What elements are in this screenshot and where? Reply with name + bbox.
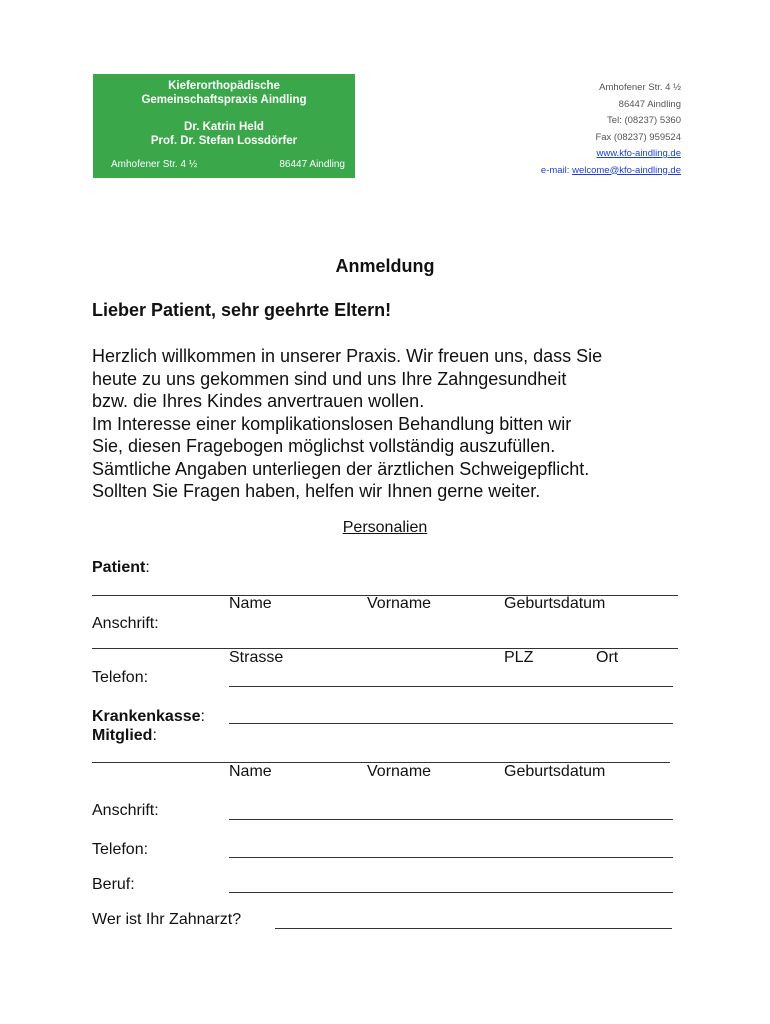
- zahnarzt-line[interactable]: [275, 928, 672, 929]
- geburtsdatum-caption: Geburtsdatum: [504, 595, 606, 612]
- mitglied-label: Mitglied: [92, 727, 153, 744]
- intro-line: Herzlich willkommen in unserer Praxis. Wir freuen uns, dass Sie: [92, 346, 603, 366]
- contact-tel: Tel: (08237) 5360: [607, 115, 681, 126]
- patient-address-line[interactable]: [92, 648, 678, 649]
- practice-logo-box: [93, 74, 355, 178]
- plz-caption: PLZ: [504, 649, 534, 666]
- letterhead-line-4: Prof. Dr. Stefan Lossdörfer: [150, 135, 298, 147]
- intro-line: heute zu uns gekommen sind und uns Ihre Zahngesundheit: [92, 368, 567, 389]
- email-link[interactable]: welcome@kfo-aindling.de: [572, 164, 681, 176]
- colon: :: [145, 559, 150, 576]
- krankenkasse-label: Krankenkasse: [92, 708, 201, 725]
- colon: :: [152, 727, 157, 744]
- geburtsdatum-caption: Geburtsdatum: [504, 763, 606, 780]
- krankenkasse-label-row: [92, 708, 205, 726]
- greeting: Lieber Patient, sehr geehrte Eltern!: [92, 300, 392, 320]
- telefon-label: Telefon:: [92, 669, 149, 686]
- intro-line: Sie, diesen Fragebogen möglichst vollständig auszufüllen.: [92, 436, 556, 456]
- mitglied-label-row: [92, 727, 157, 745]
- vorname-caption: Vorname: [367, 595, 432, 612]
- contact-block: [541, 80, 681, 179]
- mitglied-telefon-line[interactable]: [229, 857, 673, 858]
- section-heading: Personalien: [342, 519, 428, 536]
- patient-label: Patient: [92, 559, 146, 576]
- name-caption: Name: [229, 763, 272, 780]
- patient-telefon-line[interactable]: [229, 686, 673, 687]
- mitglied-address-line[interactable]: [229, 819, 673, 820]
- intro-line: Im Interesse einer komplikationslosen Behandlung bitten wir: [92, 413, 572, 434]
- page-title: Anmeldung: [335, 256, 435, 276]
- letterhead-line-3: Dr. Katrin Held: [184, 121, 264, 133]
- letterhead-city: 86447 Aindling: [279, 159, 345, 170]
- name-caption: Name: [229, 595, 272, 612]
- ort-caption: Ort: [596, 649, 619, 666]
- letterhead-line-1: Kieferorthopädische: [168, 80, 280, 92]
- colon: :: [200, 708, 205, 725]
- website-link[interactable]: www.kfo-aindling.de: [596, 148, 681, 159]
- intro-line: bzw. die Ihres Kindes anvertrauen wollen.: [92, 391, 425, 411]
- anschrift-label: Anschrift:: [92, 802, 159, 819]
- zahnarzt-label: Wer ist Ihr Zahnarzt?: [92, 911, 242, 928]
- beruf-line[interactable]: [229, 892, 673, 893]
- letterhead-line-2: Gemeinschaftspraxis Aindling: [141, 94, 307, 106]
- letterhead-street: Amhofener Str. 4 ½: [111, 159, 198, 170]
- intro-line: Sämtliche Angaben unterliegen der ärztlichen Schweigepflicht.: [92, 458, 590, 479]
- contact-street: Amhofener Str. 4 ½: [599, 82, 681, 93]
- email-prefix: e-mail:: [540, 164, 573, 176]
- telefon-label: Telefon:: [92, 841, 149, 858]
- patient-label-row: [92, 559, 150, 577]
- intro-line: Sollten Sie Fragen haben, helfen wir Ihnen gerne weiter.: [92, 481, 541, 501]
- krankenkasse-line[interactable]: [229, 723, 673, 724]
- anschrift-label: Anschrift:: [92, 615, 159, 632]
- intro-paragraph: [92, 345, 712, 503]
- vorname-caption: Vorname: [367, 763, 432, 780]
- contact-fax: Fax (08237) 959524: [595, 131, 681, 143]
- contact-city: 86447 Aindling: [618, 98, 681, 110]
- strasse-caption: Strasse: [229, 649, 284, 666]
- beruf-label: Beruf:: [92, 876, 135, 893]
